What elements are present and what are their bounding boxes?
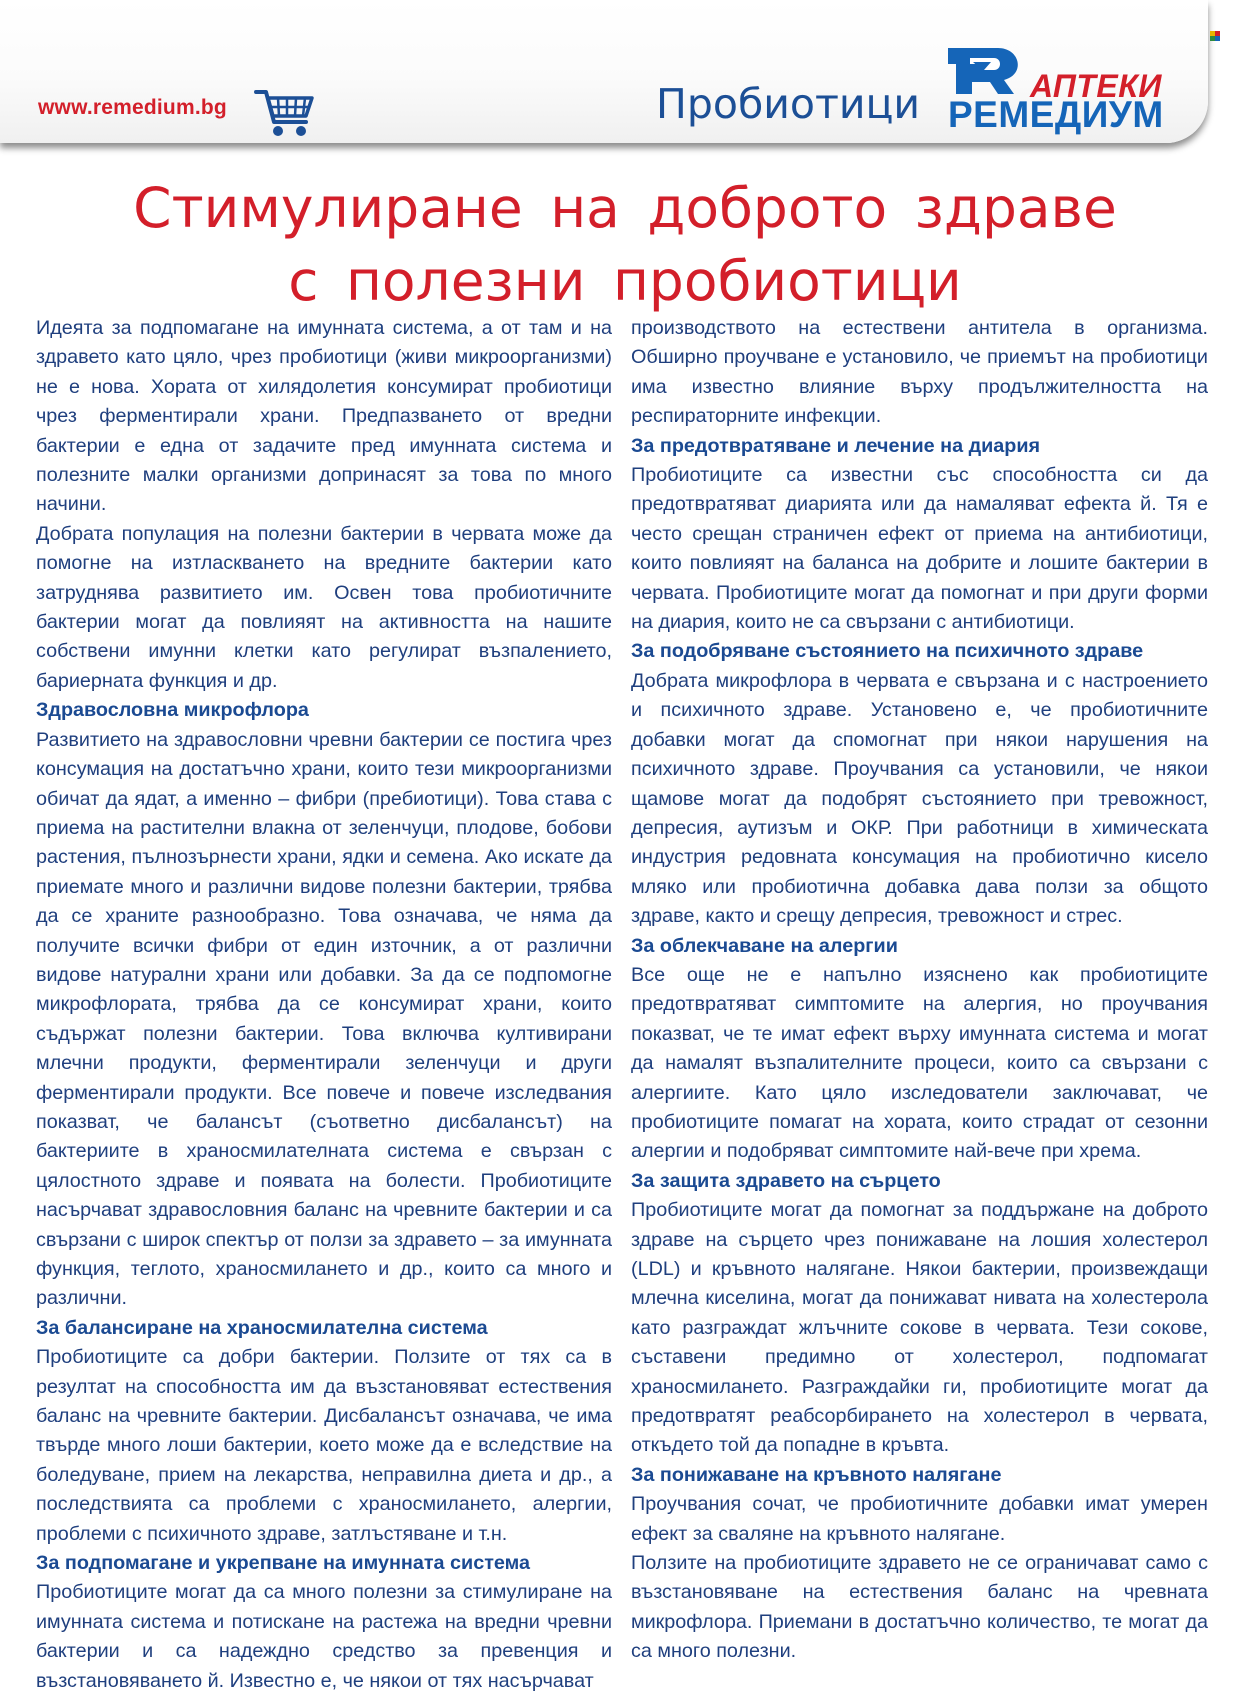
shopping-cart-icon[interactable] xyxy=(254,86,318,140)
paragraph: производството на естествени антитела в организма. Обширно проучване е установило, че приемът на пробиотици има известно влияние върху продължителността на респираторните инфекции. xyxy=(631,317,1208,428)
subheading: За подобряване състоянието на психичното здраве xyxy=(631,640,1144,663)
subheading: За понижаване на кръвното налягане xyxy=(631,1463,1002,1486)
paragraph: Пробиотиците могат да са много полезни за стимулиране на имунната система и потискане на растежа на вредни чревни бактерии и са надеждно средство за превенция и възстановяването й. Известно е, че някои от тях насърчават xyxy=(36,1581,612,1692)
logo-text-apteki: АПТЕКИ xyxy=(1030,68,1162,104)
section-title: Пробиотици xyxy=(656,80,921,128)
paragraph: Все още не е напълно изяснено как пробиотиците предотвратяват симптомите на алергия, но проучвания показват, че те имат ефект върху имунната система и могат да намалят възпалителните процеси, които са свързани с алергиите. Като цяло изследователи заключават, че пробиотиците помагат на хората, които страдат от сезонни алергии и подобряват симптомите най-вече при хрема. xyxy=(631,963,1208,1163)
site-url-link[interactable]: www.remedium.bg xyxy=(38,96,227,119)
headline-line-1: Стимулиране на доброто здраве xyxy=(133,176,1117,240)
subheading: За балансиране на храносмилателна система xyxy=(36,1316,488,1339)
left-column xyxy=(36,314,612,1696)
subheading: За облекчаване на алергии xyxy=(631,934,898,957)
subheading: За предотвратяване и лечение на диария xyxy=(631,434,1041,457)
paragraph: Добрата популация на полезни бактерии в червата може да помогне на изтласкването на вредните бактерии като затруднява развитието им. Освен това пробиотичните бактерии могат да повлияят на активността на нашите собствени имунни клетки като регулират възпалението, бариерната функция и др. xyxy=(36,522,612,692)
paragraph: Развитието на здравословни чревни бактерии се постига чрез консумация на достатъчно храни, които тези микроорганизми обичат да ядат, а именно – фибри (пребиотици). Това става с приема на растителни влакна от зеленчуци, плодове, бобови растения, пълнозърнести храни, ядки и семена. Ако искате да приемате много и различни видове полезни бактерии, трябва да се храните разнообразно. Това означава, че няма да получите всички фибри от един източник, а от различни видове натурални храни или добавки. За да се подпомогне микрофлората, трябва да се консумират храни, които съдържат полезни бактерии. Това включва култивирани млечни продукти, ферментирали зеленчуци и други ферментирали продукти. Все повече и повече изследвания показват, че балансът (съответно дисбалансът) на бактериите в храносмилателната система е свързан с цялостното здраве и появата на болести. Пробиотиците насърчават здравословния баланс на чревните бактерии и са свързани с широк спектър от ползи за здравето – за имунната функция, теглото, храносмилането и др., които са много и различни. xyxy=(36,728,612,1310)
subheading: Здравословна микрофлора xyxy=(36,699,309,722)
paragraph: Идеята за подпомагане на имунната система, а от там и на здравето като цяло, чрез пробиотици (живи микроорганизми) не е нова. Хората от хилядолетия консумират пробиотици чрез ферментирали храни. Предпазването от вредни бактерии е една от задачите пред имунната система и полезните малки организми допринасят за това по много начини. xyxy=(36,317,612,516)
subheading: За защита здравето на сърцето xyxy=(631,1169,941,1192)
paragraph: Пробиотиците са известни със способността си да предотвратяват диарията или да намаляват ефекта й. Тя е често срещан страничен ефект от приема на антибиотици, които повлияят на баланса на добрите и лошите бактерии в червата. Пробиотиците могат да помогнат и при други форми на диария, които не са свързани с антибиотици. xyxy=(631,464,1208,634)
logo-text-remedium: РЕМЕДИУМ xyxy=(948,94,1164,135)
right-column xyxy=(631,314,1208,1667)
paragraph: Ползите на пробиотиците здравето не се ограничават само с възстановяване на естествения баланс на чревната микрофлора. Приемани в достатъчно количество, те могат да са много полезни. xyxy=(631,1552,1208,1663)
color-mark-icon xyxy=(1210,31,1220,41)
paragraph: Проучвания сочат, че пробиотичните добавки имат умерен ефект за сваляне на кръвното налягане. xyxy=(631,1493,1208,1545)
article-headline xyxy=(60,172,1190,318)
subheading: За подпомагане и укрепване на имунната система xyxy=(36,1552,531,1575)
paragraph: Пробиотиците могат да помогнат за поддържане на доброто здраве на сърцето чрез понижаване на лошия холестерол (LDL) и кръвното налягане. Някои бактерии, произвеждащи млечна киселина, могат да понижават нивата на холестерола като разграждат жлъчните сокове в червата. Тези сокове, съставени предимно от холестерол, подпомагат храносмилането. Разграждайки ги, пробиотиците могат да предотвратят реабсорбирането на холестерол в червата, откъдето той да попадне в кръвта. xyxy=(631,1199,1208,1457)
paragraph: Добрата микрофлора в червата е свързана и с настроението и психичното здраве. Установено е, че пробиотичните добавки могат да спомогнат при някои нарушения на психичното здраве. Проучвания са установили, че някои щамове могат да подобрят състоянието при тревожност, депресия, аутизъм и ОКР. При работници в химическата индустрия редовната консумация на пробиотично кисело мляко или пробиотична добавка дава ползи за общото здраве, както и срещу депресия, тревожност и стрес. xyxy=(631,669,1208,928)
headline-line-2: с полезни пробиотици xyxy=(288,249,962,313)
page-header xyxy=(0,0,1208,143)
remedium-logo xyxy=(946,46,1186,134)
paragraph: Пробиотиците са добри бактерии. Ползите от тях са в резултат на способността им да възстановяват естествения баланс на чревните бактерии. Дисбалансът означава, че има твърде много лоши бактерии, което може да е вследствие на боледуване, прием на лекарства, неправилна диета и др., а последствията са проблеми с храносмилането, алергии, проблеми с психичното здраве, затлъстяване и т.н. xyxy=(36,1346,612,1545)
